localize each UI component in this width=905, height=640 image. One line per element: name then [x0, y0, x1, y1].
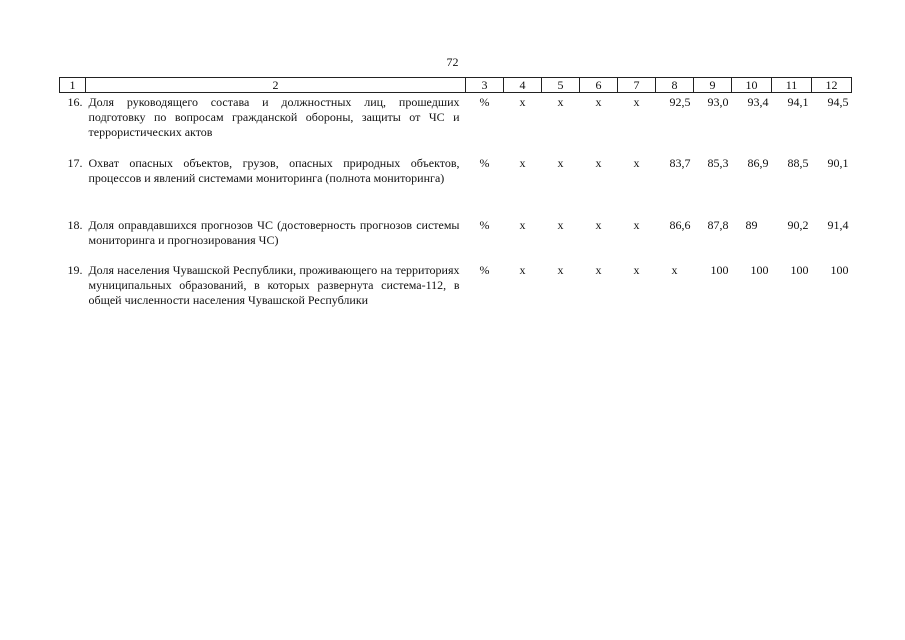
value-cell: 90,2	[787, 218, 809, 232]
value-cell: x	[633, 95, 640, 109]
column-header: 12	[812, 78, 852, 93]
column-header: 9	[694, 78, 732, 93]
value-cell: 92,5	[669, 95, 691, 109]
value-cell: 100	[750, 263, 769, 277]
value-cell: 93,4	[747, 95, 769, 109]
value-cell: 94,5	[827, 95, 849, 109]
value-cell: 93,0	[707, 95, 729, 109]
value-cell: x	[519, 95, 526, 109]
table-row	[60, 216, 852, 261]
value-cell: x	[633, 218, 640, 232]
value-cell: 85,3	[707, 156, 729, 170]
indicator-name: Доля оправдавшихся прогнозов ЧС (достоверность прогнозов системы мониторинга и прогнозирования ЧС)	[88, 218, 460, 247]
column-header: 1	[60, 78, 86, 93]
value-cell: 83,7	[669, 156, 691, 170]
indicator-name: Охват опасных объектов, грузов, опасных природных объектов, процессов и явлений системами мониторинга (полнота мониторинга)	[88, 156, 460, 185]
table-row	[60, 93, 852, 155]
value-cell: 100	[790, 263, 809, 277]
value-cell: x	[519, 156, 526, 170]
unit-cell: %	[479, 218, 490, 232]
column-header: 3	[466, 78, 504, 93]
value-cell: x	[671, 263, 678, 277]
column-header: 4	[504, 78, 542, 93]
value-cell: x	[519, 263, 526, 277]
column-header: 10	[732, 78, 772, 93]
value-cell: 100	[710, 263, 729, 277]
value-cell: 87,8	[707, 218, 729, 232]
value-cell: x	[595, 156, 602, 170]
value-cell: x	[595, 218, 602, 232]
value-cell: 91,4	[827, 218, 849, 232]
unit-cell: %	[479, 263, 490, 277]
value-cell: x	[519, 218, 526, 232]
value-cell: 89	[745, 218, 758, 232]
table-row	[60, 154, 852, 216]
value-cell: x	[557, 156, 564, 170]
row-number: 16.	[67, 95, 83, 109]
indicator-name: Доля населения Чувашской Республики, проживающего на территориях муниципальных образований, в которых развернута система-112, в общей численности населения Чувашской Республики	[88, 263, 460, 307]
column-header: 5	[542, 78, 580, 93]
value-cell: x	[633, 263, 640, 277]
indicators-table	[59, 77, 852, 333]
value-cell: 100	[830, 263, 849, 277]
value-cell: 94,1	[787, 95, 809, 109]
table-row	[60, 261, 852, 333]
value-cell: 88,5	[787, 156, 809, 170]
column-header: 8	[656, 78, 694, 93]
row-number: 17.	[67, 156, 83, 170]
value-cell: x	[557, 218, 564, 232]
value-cell: 90,1	[827, 156, 849, 170]
value-cell: x	[557, 263, 564, 277]
column-header: 7	[618, 78, 656, 93]
page-number: 72	[446, 55, 459, 69]
value-cell: x	[595, 95, 602, 109]
value-cell: 86,6	[669, 218, 691, 232]
column-header: 11	[772, 78, 812, 93]
table-header-row	[60, 78, 852, 93]
row-number: 19.	[67, 263, 83, 277]
unit-cell: %	[479, 156, 490, 170]
value-cell: x	[595, 263, 602, 277]
column-header: 2	[86, 78, 466, 93]
value-cell: 86,9	[747, 156, 769, 170]
row-number: 18.	[67, 218, 83, 232]
column-header: 6	[580, 78, 618, 93]
value-cell: x	[557, 95, 564, 109]
indicator-name: Доля руководящего состава и должностных лиц, прошедших подготовку по вопросам гражданской обороны, защиты от ЧС и террористических актов	[88, 95, 460, 139]
value-cell: x	[633, 156, 640, 170]
unit-cell: %	[479, 95, 490, 109]
